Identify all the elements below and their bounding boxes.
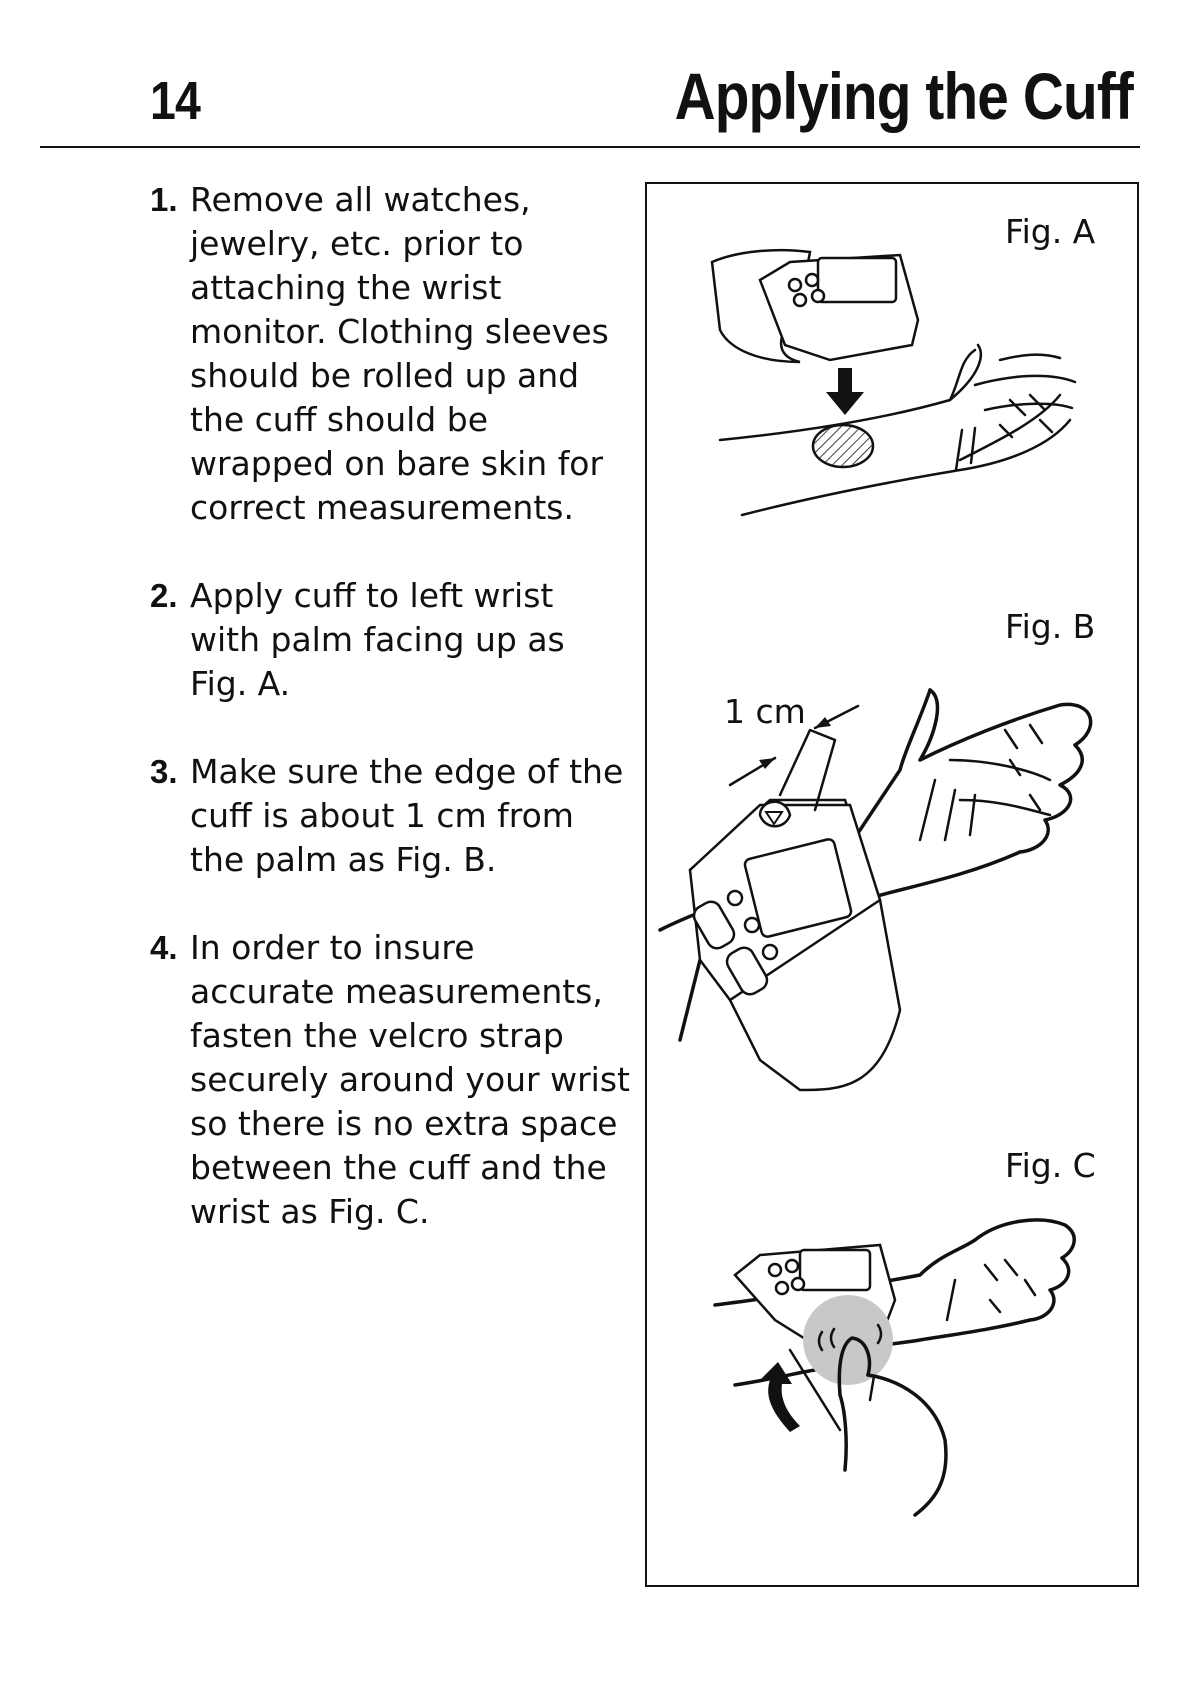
step-text: Apply cuff to left wrist with palm facing up as Fig. A. <box>190 576 565 703</box>
fig-a-label: Fig. A <box>1005 212 1096 251</box>
fig-c-label: Fig. C <box>1005 1146 1096 1185</box>
step-number: 2. <box>150 577 178 614</box>
fig-c-illustration <box>715 1220 1074 1515</box>
fig-b-label: Fig. B <box>1005 607 1096 646</box>
fig-b-illustration <box>660 690 1091 1090</box>
step-number: 1. <box>150 181 178 218</box>
step-text: In order to insure accurate measurements, fasten the velcro strap securely around your wrist so there is no extra space between the cuff and the wrist as Fig. C. <box>190 928 630 1231</box>
step-number: 3. <box>150 753 178 790</box>
step-number: 4. <box>150 929 178 966</box>
page-number: 14 <box>150 71 200 131</box>
step-text: Remove all watches, jewelry, etc. prior to attaching the wrist monitor. Clothing sleeves should be rolled up and the cuff should be wrapped on bare skin for correct measurements. <box>190 180 609 527</box>
page-title: Applying the Cuff <box>674 59 1133 133</box>
fig-a-illustration <box>712 250 1075 515</box>
step-text: Make sure the edge of the cuff is about 1 cm from the palm as Fig. B. <box>190 752 624 879</box>
measure-label: 1 cm <box>724 692 806 731</box>
